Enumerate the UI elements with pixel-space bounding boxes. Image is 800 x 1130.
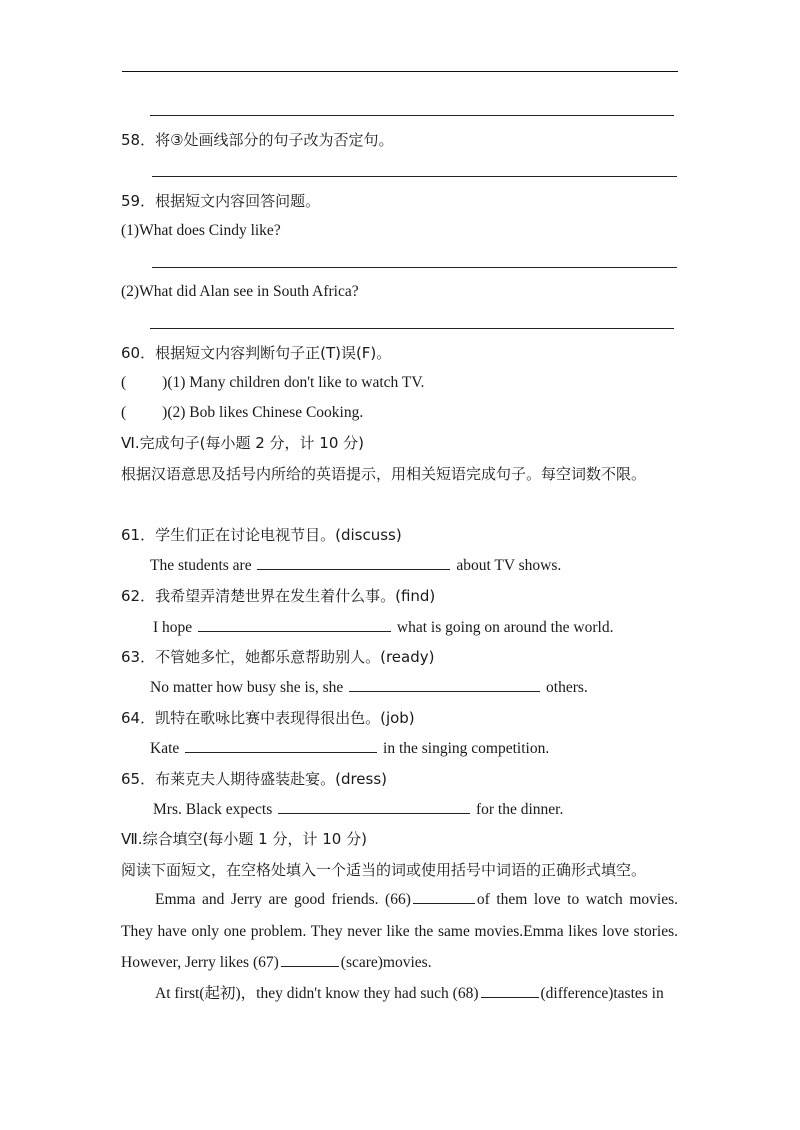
blank-67[interactable] (281, 952, 339, 967)
q61-post: about TV shows. (456, 557, 562, 574)
blank-66[interactable] (413, 889, 475, 904)
q60-prompt: 60．根据短文内容判断句子正(T)误(F)。 (121, 344, 392, 362)
section6-heading: Ⅵ.完成句子(每小题 2 分，计 10 分) (121, 434, 365, 452)
answer-line-57[interactable] (150, 115, 674, 116)
q63-sentence (150, 677, 588, 698)
section6-instruction: 根据汉语意思及括号内所给的英语提示，用相关短语完成句子。每空词数不限。 (121, 465, 647, 483)
q60-item1-text: (1) Many children don't like to watch TV. (167, 374, 425, 391)
q61-cn: 61．学生们正在讨论电视节目。(discuss) (121, 526, 402, 544)
passage-p1-c: (scare)movies. (340, 954, 432, 971)
answer-line-59-2[interactable] (150, 328, 674, 329)
q63-post: others. (546, 679, 588, 696)
paren-close: ) (162, 404, 168, 421)
answer-line-59-1[interactable] (152, 267, 677, 268)
q62-post: what is going on around the world. (396, 619, 614, 636)
passage-paragraph-1 (121, 884, 678, 979)
q64-cn: 64．凯特在歌咏比赛中表现得很出色。(job) (121, 709, 415, 727)
q61-blank[interactable] (257, 555, 450, 570)
q62-sentence (153, 617, 613, 638)
paren-open: ( (121, 374, 127, 391)
q62-blank[interactable] (198, 617, 391, 632)
top-rule (122, 71, 678, 72)
q59-prompt: 59．根据短文内容回答问题。 (121, 192, 321, 210)
q61-pre: The students are (150, 557, 252, 574)
q60-item1 (121, 373, 424, 393)
q63-pre: No matter how busy she is, she (150, 679, 344, 696)
q64-post: in the singing competition. (383, 740, 550, 757)
q65-post: for the dinner. (475, 801, 564, 818)
q62-pre: I hope (153, 619, 193, 636)
passage-paragraph-2 (121, 978, 678, 1010)
paren-close: ) (162, 374, 168, 391)
passage-p2-a: At first(起初)，they didn't know they had such (68) (155, 985, 479, 1002)
passage-p1-a: Emma and Jerry are good friends. (66) (155, 891, 411, 908)
section7-instruction: 阅读下面短文，在空格处填入一个适当的词或使用括号中词语的正确形式填空。 (121, 861, 647, 879)
q59-sub2: (2)What did Alan see in South Africa? (121, 283, 359, 300)
q62-cn: 62．我希望弄清楚世界在发生着什么事。(find) (121, 587, 436, 605)
q65-pre: Mrs. Black expects (153, 801, 273, 818)
passage-p2-b: (difference)tastes in (540, 985, 664, 1002)
q64-blank[interactable] (185, 738, 377, 753)
q58-prompt: 58．将③处画线部分的句子改为否定句。 (121, 131, 394, 149)
q60-item2 (121, 403, 363, 423)
q65-sentence (153, 799, 563, 820)
paren-open: ( (121, 404, 127, 421)
passage-p1-b: of them love to watch movies. They have only one problem. They never like the same movies.Emma likes love stories. However, Jerry likes (67) (121, 891, 678, 971)
q64-sentence (150, 738, 549, 759)
q61-sentence (150, 555, 561, 576)
blank-68[interactable] (481, 983, 539, 998)
q60-item2-text: (2) Bob likes Chinese Cooking. (167, 404, 364, 421)
q64-pre: Kate (150, 740, 180, 757)
q63-blank[interactable] (349, 677, 540, 692)
q65-cn: 65．布莱克夫人期待盛装赴宴。(dress) (121, 770, 388, 788)
q63-cn: 63．不管她多忙，她都乐意帮助别人。(ready) (121, 648, 435, 666)
q59-sub1: (1)What does Cindy like? (121, 222, 281, 239)
answer-line-58[interactable] (152, 176, 677, 177)
section7-heading: Ⅶ.综合填空(每小题 1 分，计 10 分) (121, 830, 367, 848)
q65-blank[interactable] (278, 799, 470, 814)
